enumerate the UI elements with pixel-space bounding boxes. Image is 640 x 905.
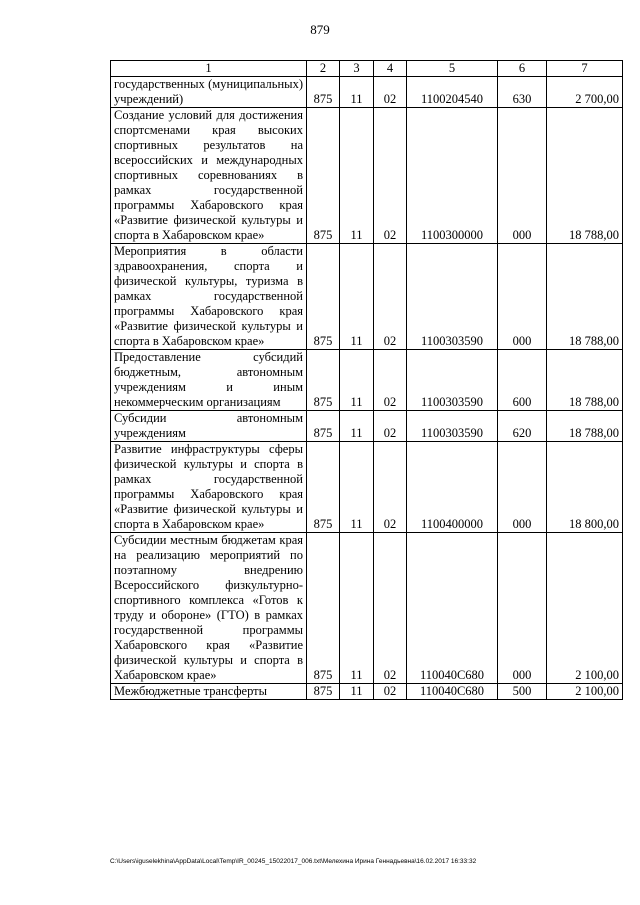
column-header: 1	[111, 61, 307, 77]
cell-section: 11	[340, 684, 374, 700]
cell-subsection: 02	[374, 350, 407, 411]
row-name-text: Мероприятия в области здравоохранения, спорта и физической культуры, туризма в рамках государственной программы Хабаровского края «Развитие физической культуры и спорта в Хабаровском крае»	[114, 244, 303, 348]
row-name	[111, 244, 307, 350]
cell-subsection: 02	[374, 684, 407, 700]
row-name-text: Межбюджетные трансферты	[114, 684, 268, 698]
cell-subsection: 02	[374, 77, 407, 108]
cell-ministry: 875	[307, 411, 340, 442]
cell-amount: 2 100,00	[547, 533, 623, 684]
table-row	[111, 684, 623, 700]
table-row	[111, 77, 623, 108]
table-row	[111, 108, 623, 244]
column-header: 4	[374, 61, 407, 77]
row-name-text: Создание условий для достижения спортсменами края высоких спортивных результатов на всероссийских и международных спортивных соревнованиях в рамках государственной программы Хабаровского края «Развитие физической культуры и спорта в Хабаровском крае»	[114, 108, 303, 242]
cell-target-item: 110040С680	[407, 684, 498, 700]
cell-expense-type: 600	[498, 350, 547, 411]
cell-subsection: 02	[374, 442, 407, 533]
column-header: 6	[498, 61, 547, 77]
cell-amount: 2 100,00	[547, 684, 623, 700]
cell-section: 11	[340, 77, 374, 108]
table-row	[111, 533, 623, 684]
cell-subsection: 02	[374, 411, 407, 442]
cell-section: 11	[340, 108, 374, 244]
cell-section: 11	[340, 244, 374, 350]
row-name-text: Предоставление субсидий бюджетным, автономным учреждениям и иным некоммерческим организациям	[114, 350, 303, 409]
column-header: 7	[547, 61, 623, 77]
row-name	[111, 684, 307, 700]
cell-ministry: 875	[307, 77, 340, 108]
footer-file-path: C:\Users\iguselekhina\AppData\Local\Temp\IR_00245_15022017_006.txt\Мелехина Ирина Геннадьевна\16.02.2017 16:33:32	[110, 858, 477, 865]
cell-section: 11	[340, 350, 374, 411]
row-name	[111, 533, 307, 684]
cell-ministry: 875	[307, 684, 340, 700]
row-name-text: Развитие инфраструктуры сферы физической культуры и спорта в рамках государственной программы Хабаровского края «Развитие физической культуры и спорта в Хабаровском крае»	[114, 442, 303, 531]
cell-expense-type: 000	[498, 442, 547, 533]
cell-expense-type: 630	[498, 77, 547, 108]
column-header: 2	[307, 61, 340, 77]
row-name	[111, 350, 307, 411]
page-number: 879	[310, 22, 330, 37]
cell-amount: 2 700,00	[547, 77, 623, 108]
cell-expense-type: 620	[498, 411, 547, 442]
table-row	[111, 442, 623, 533]
column-header: 5	[407, 61, 498, 77]
budget-table	[110, 60, 623, 700]
cell-ministry: 875	[307, 108, 340, 244]
cell-section: 11	[340, 442, 374, 533]
row-name-text: государственных (муниципальных) учреждений)	[114, 77, 303, 106]
cell-subsection: 02	[374, 533, 407, 684]
row-name	[111, 108, 307, 244]
cell-ministry: 875	[307, 244, 340, 350]
table-row	[111, 350, 623, 411]
cell-target-item: 1100400000	[407, 442, 498, 533]
cell-expense-type: 000	[498, 533, 547, 684]
table-header-row	[111, 61, 623, 77]
cell-amount: 18 788,00	[547, 108, 623, 244]
row-name	[111, 411, 307, 442]
row-name-text: Субсидии местным бюджетам края на реализацию мероприятий по поэтапному внедрению Всероссийского физкультурно-спортивного комплекса «Готов к труду и обороне» (ГТО) в рамках государственной программы Хабаровского края «Развитие физической культуры и спорта в Хабаровском крае»	[114, 533, 303, 682]
cell-subsection: 02	[374, 244, 407, 350]
cell-expense-type: 500	[498, 684, 547, 700]
cell-subsection: 02	[374, 108, 407, 244]
cell-ministry: 875	[307, 350, 340, 411]
cell-ministry: 875	[307, 533, 340, 684]
cell-amount: 18 788,00	[547, 350, 623, 411]
cell-amount: 18 788,00	[547, 244, 623, 350]
column-header: 3	[340, 61, 374, 77]
table-row	[111, 244, 623, 350]
cell-target-item: 1100204540	[407, 77, 498, 108]
cell-amount: 18 800,00	[547, 442, 623, 533]
cell-target-item: 110040С680	[407, 533, 498, 684]
row-name-text: Субсидии автономным учреждениям	[114, 411, 303, 440]
cell-target-item: 1100303590	[407, 244, 498, 350]
cell-amount: 18 788,00	[547, 411, 623, 442]
cell-section: 11	[340, 533, 374, 684]
cell-expense-type: 000	[498, 108, 547, 244]
cell-section: 11	[340, 411, 374, 442]
cell-target-item: 1100303590	[407, 350, 498, 411]
table-row	[111, 411, 623, 442]
cell-expense-type: 000	[498, 244, 547, 350]
cell-target-item: 1100300000	[407, 108, 498, 244]
row-name	[111, 77, 307, 108]
cell-ministry: 875	[307, 442, 340, 533]
row-name	[111, 442, 307, 533]
cell-target-item: 1100303590	[407, 411, 498, 442]
